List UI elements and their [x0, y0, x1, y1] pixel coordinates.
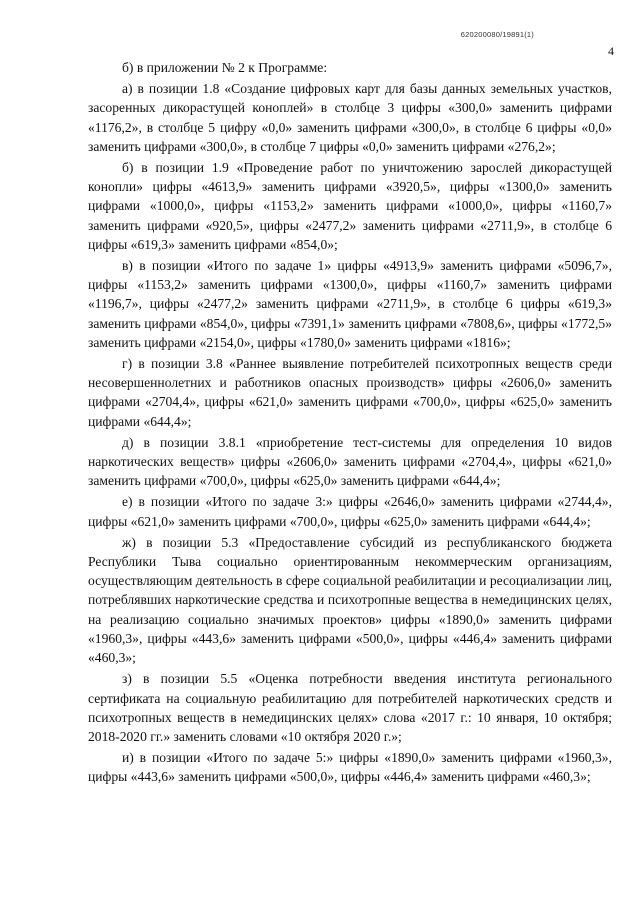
- list-item-g: г) в позиции 3.8 «Раннее выявление потребителей психотропных веществ среди несовершеннолетних и работников опасных производств» цифры «2606,0» заменить цифрами «2704,4», цифры «621,0» заменить цифрами «700,0», цифры «625,0» заменить цифрами «644,4»;: [88, 356, 612, 429]
- list-item-e: е) в позиции «Итого по задаче 3:» цифры «2646,0» заменить цифрами «2744,4», цифры «621,0» заменить цифрами «700,0», цифры «625,0» заменить цифрами «644,4»;: [88, 494, 612, 529]
- list-item-z: з) в позиции 5.5 «Оценка потребности введения института регионального сертификата на социальную реабилитацию для потребителей наркотических средств и психотропных веществ в немедицинских целях» слова «2017 г.: 10 января, 10 октября; 2018-2020 гг.» заменить словами «10 октября 2020 г.»;: [88, 671, 612, 744]
- list-item-v: в) в позиции «Итого по задаче 1» цифры «4913,9» заменить цифрами «5096,7», цифры «1153,2» заменить цифрами «1300,0», цифры «1160,7» заменить цифрами «1196,7», цифры «2477,2» заменить цифрами «2711,9», в столбце 6 цифры «619,3» заменить цифрами «854,0», цифры «7391,1» заменить цифрами «7808,6», цифры «1772,5» заменить цифрами «2154,0», цифры «1780,0» заменить цифрами «1816»;: [88, 258, 612, 350]
- document-body: [88, 58, 612, 787]
- list-item-b: б) в позиции 1.9 «Проведение работ по уничтожению зарослей дикорастущей конопли» цифры «4613,9» заменить цифрами «3920,5», цифры «1300,0» заменить цифрами «1000,0», цифры «1153,2» заменить цифрами «1000,0», цифры «1160,7» заменить цифрами «920,5», цифры «2477,2» заменить цифрами «2711,9», в столбце 6 цифры «619,3» заменить цифрами «854,0»;: [88, 160, 612, 252]
- list-item-zh: ж) в позиции 5.3 «Предоставление субсидий из республиканского бюджета Республики Тыва социально ориентированным некоммерческим организациям, осуществляющим деятельность в сфере социальной реабилитации и ресоциализации лиц, потреблявших наркотические средства и психотропные вещества в немедицинских целях, на реализацию социально значимых проектов» цифры «1890,0» заменить цифрами «1960,3», цифры «443,6» заменить цифрами «500,0», цифры «446,4» заменить цифрами «460,3»;: [88, 534, 612, 666]
- document-code: 620200080/19891(1): [460, 30, 534, 39]
- section-heading: б) в приложении № 2 к Программе:: [122, 60, 328, 75]
- page-number: 4: [608, 44, 614, 58]
- list-item-d: д) в позиции 3.8.1 «приобретение тест-системы для определения 10 видов наркотических веществ» цифры «2606,0» заменить цифрами «2704,4», цифры «621,0» заменить цифрами «700,0», цифры «625,0» заменить цифрами «644,4»;: [88, 434, 612, 489]
- list-item-i: и) в позиции «Итого по задаче 5:» цифры «1890,0» заменить цифрами «1960,3», цифры «443,6» заменить цифрами «500,0», цифры «446,4» заменить цифрами «460,3»;: [88, 750, 612, 785]
- list-item-a: а) в позиции 1.8 «Создание цифровых карт для базы данных земельных участков, засоренных дикорастущей коноплей» в столбце 3 цифры «300,0» заменить цифрами «1176,2», в столбце 5 цифру «0,0» заменить цифрами «300,0», в столбце 6 цифры «0,0» заменить цифрами «300,0», в столбце 7 цифры «0,0» заменить цифрами «276,2»;: [88, 81, 612, 154]
